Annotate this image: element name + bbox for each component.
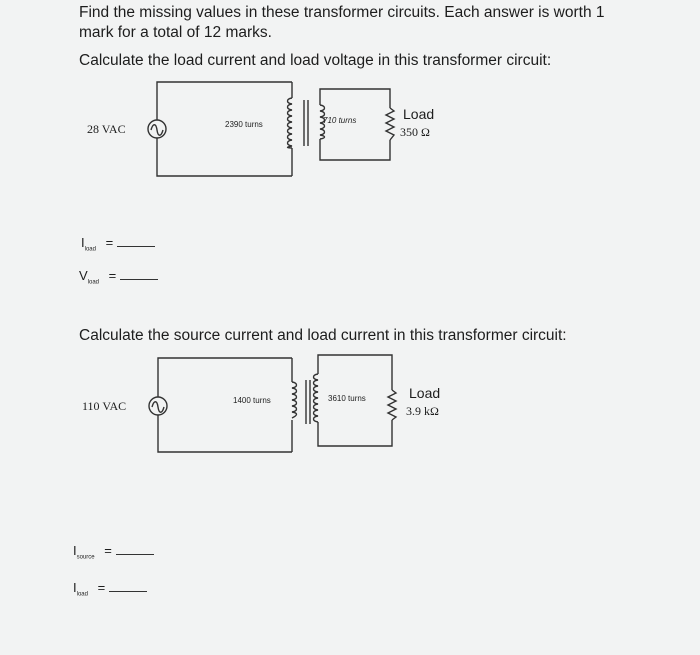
circuit-2-secondary-coil	[314, 374, 319, 422]
circuit-1	[148, 82, 394, 176]
answer-load-voltage-1: $V_{load}$ =	[79, 268, 158, 286]
circuit-2-source-label: 110 VAC	[82, 399, 127, 413]
answer-load-current-1: $I_{load}$ =	[81, 235, 155, 253]
circuit-1-load-resistor	[386, 108, 394, 140]
circuit-1-secondary-top-wire	[320, 89, 390, 108]
circuit-2-primary-top-wire	[158, 358, 292, 406]
circuit-1-primary-turns: 2390 turns	[225, 120, 263, 129]
circuit-2	[149, 355, 396, 452]
circuit-2-secondary-turns: 3610 turns	[328, 394, 366, 403]
circuit-1-primary-bottom-wire	[157, 129, 292, 176]
circuit-2-load-resistor	[388, 390, 396, 420]
circuit-2-primary-coil	[292, 382, 297, 418]
answer-load-current-2: $I_{load}$ =	[73, 580, 147, 598]
circuit-2-primary-turns: 1400 turns	[233, 396, 271, 405]
question-2-prompt: Calculate the source current and load current in this transformer circuit:	[79, 327, 567, 344]
circuit-1-secondary-turns: 710 turns	[323, 116, 357, 125]
instruction-line-2: mark for a total of 12 marks.	[79, 24, 272, 41]
circuit-2-load-value: 3.9 kΩ	[406, 404, 439, 418]
circuit-1-load-label: Load	[403, 106, 435, 122]
answer-blank	[109, 583, 147, 592]
circuit-1-source-label: 28 VAC	[87, 122, 126, 136]
circuit-1-load-value: 350 Ω	[400, 125, 430, 139]
answer-blank	[120, 271, 158, 280]
answer-blank	[116, 546, 154, 555]
answer-source-current-2: $I_{source}$ =	[73, 543, 154, 561]
circuit-1-primary-coil	[288, 98, 293, 148]
instruction-line-1: Find the missing values in these transformer circuits. Each answer is worth 1	[79, 4, 605, 21]
circuit-2-primary-bottom-wire	[158, 406, 292, 452]
circuit-1-secondary-bottom-wire	[320, 139, 390, 160]
question-1-prompt: Calculate the load current and load voltage in this transformer circuit:	[79, 52, 552, 69]
circuit-2-secondary-top-wire	[318, 355, 392, 390]
answer-blank	[117, 238, 155, 247]
circuit-2-load-label: Load	[409, 385, 441, 401]
circuit-2-secondary-bottom-wire	[318, 420, 392, 446]
